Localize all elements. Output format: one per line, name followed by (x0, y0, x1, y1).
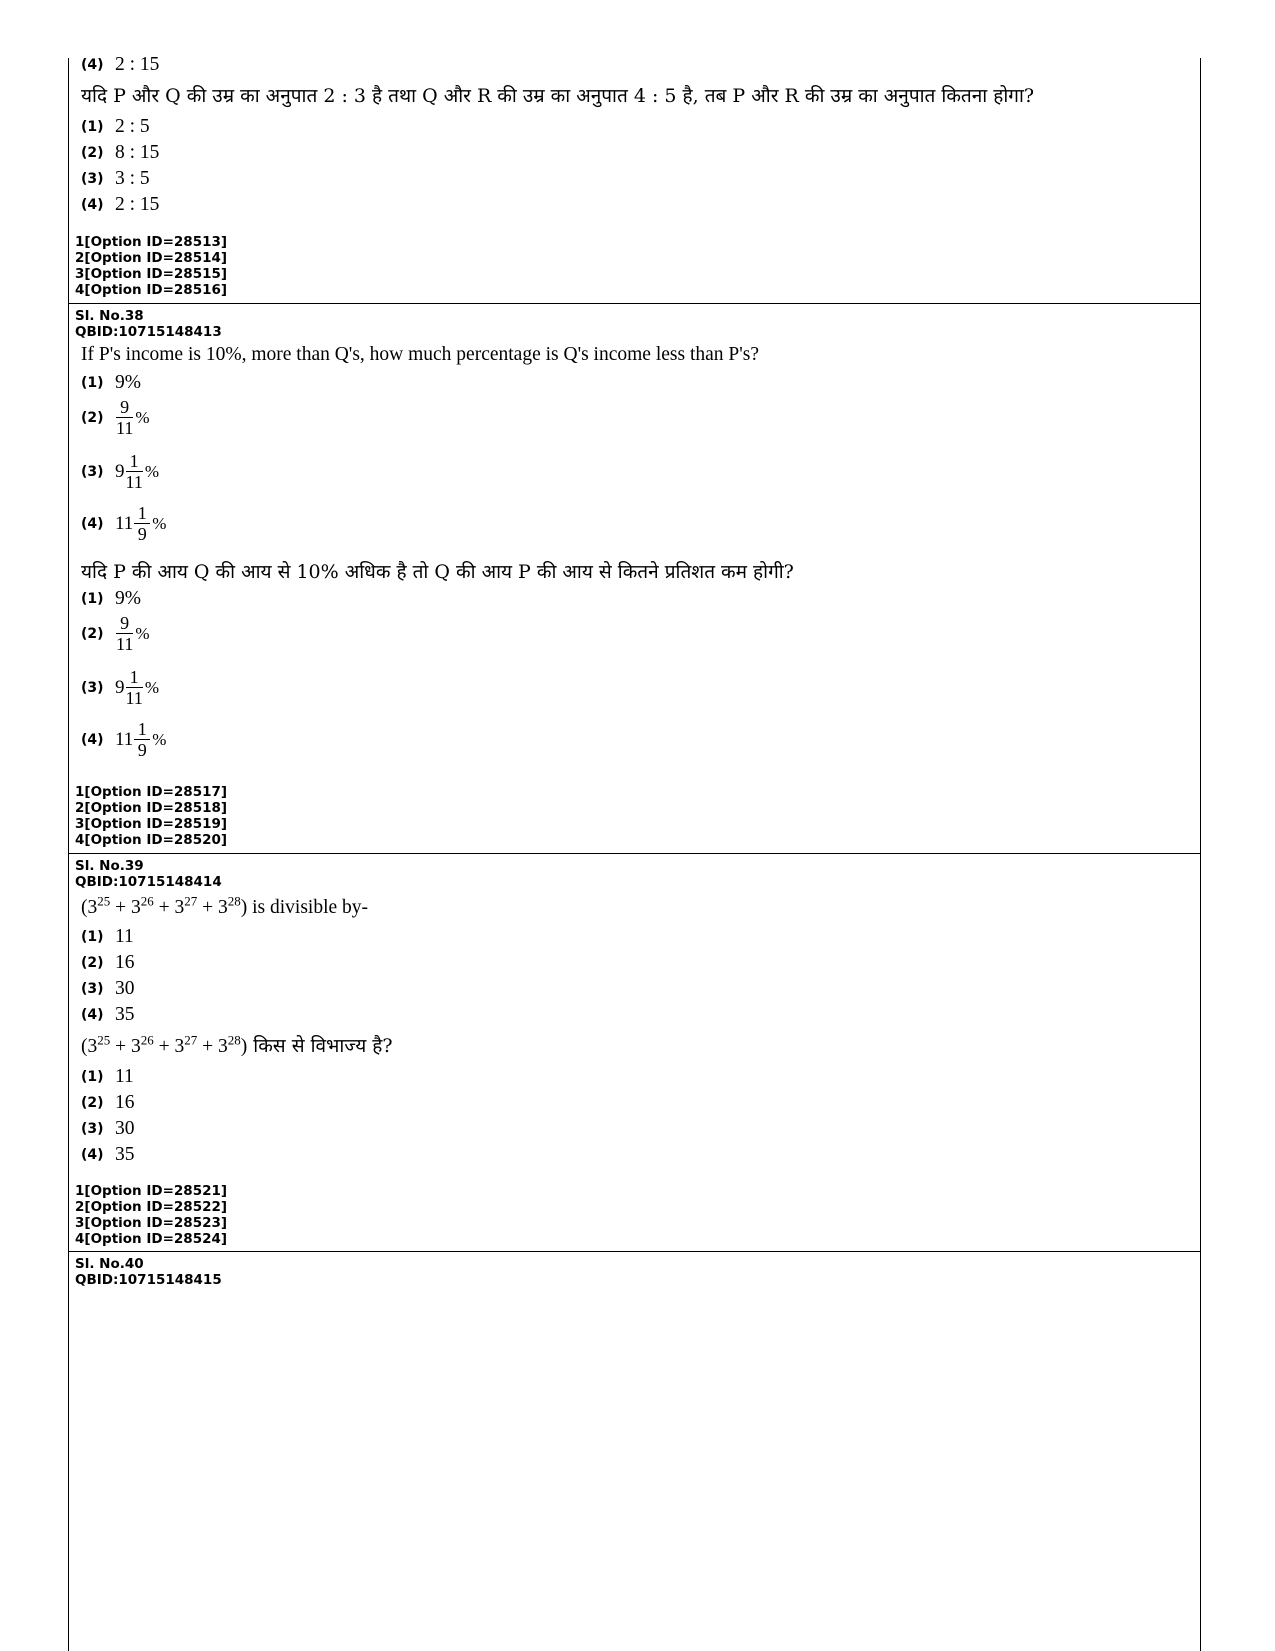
option-row (81, 142, 159, 164)
option-id: 1[Option ID=28521] (75, 1183, 228, 1199)
mixed-whole: 9 (115, 676, 125, 698)
fraction-numerator: 1 (129, 667, 139, 687)
option-id: 1[Option ID=28513] (75, 234, 228, 250)
option-value: 30 (115, 1118, 135, 1139)
question-text-hindi: यदि P की आय Q की आय से 10% अधिक है तो Q की आय P की आय से कितने प्रतिशत कम होगी? (81, 561, 794, 583)
option-value: 30 (115, 978, 135, 999)
option-value: 8 : 15 (115, 142, 160, 163)
fraction-denominator: 11 (116, 418, 134, 438)
option-number: (2) (81, 1095, 104, 1111)
question-suffix: किस से विभाज्य है? (253, 1035, 393, 1057)
option-id: 3[Option ID=28519] (75, 816, 228, 832)
serial-number: Sl. No.40 (75, 1256, 144, 1272)
qbid: QBID:10715148415 (75, 1272, 222, 1288)
expr-exponent: 25 (97, 893, 111, 909)
fraction-denominator: 11 (125, 688, 143, 708)
option-number: (3) (81, 679, 104, 696)
option-value: 16 (115, 952, 135, 973)
option-row (81, 1092, 135, 1114)
option-id: 2[Option ID=28518] (75, 800, 228, 816)
option-number: (3) (81, 1121, 104, 1137)
fraction-numerator: 1 (129, 451, 139, 471)
option-value: 2 : 15 (115, 54, 160, 75)
option-number: (2) (81, 625, 104, 642)
section-divider (69, 303, 1200, 304)
expr-base: 3 (87, 897, 98, 918)
section-divider (69, 1251, 1200, 1252)
option-number: (1) (81, 929, 104, 945)
option-number: (4) (81, 57, 104, 73)
fraction-numerator: 9 (120, 397, 130, 417)
option-id: 3[Option ID=28523] (75, 1215, 228, 1231)
fraction (116, 614, 133, 653)
option-value: 2 : 5 (115, 116, 150, 137)
option-number: (1) (81, 375, 104, 391)
expr-exponent: 26 (140, 893, 154, 909)
option-number: (4) (81, 731, 104, 748)
option-number: (4) (81, 197, 104, 213)
fraction (116, 398, 133, 437)
question-text-hindi: $(3^{25} + 3^{26} + 3^{27} + 3^{28})$ किस से विभाज्य है? (81, 1032, 393, 1057)
option-row (81, 116, 150, 138)
option-row (81, 952, 135, 974)
option-number: (4) (81, 1007, 104, 1023)
option-row (81, 588, 141, 610)
option-value: 11 (115, 1066, 134, 1087)
question-text-english: If P's income is 10%, more than Q's, how much percentage is Q's income less than P's? (81, 344, 760, 365)
option-value: 35 (115, 1004, 135, 1025)
mixed-whole: 11 (115, 728, 134, 750)
option-row (81, 1144, 135, 1166)
option-value: 9% (115, 372, 141, 393)
option-row (81, 54, 159, 76)
option-row (81, 720, 166, 759)
expr-base: 3 (218, 1036, 228, 1057)
option-id: 2[Option ID=28522] (75, 1199, 228, 1215)
expr-base: 3 (87, 1036, 98, 1057)
mixed-whole: 9 (115, 460, 125, 482)
option-row (81, 452, 159, 491)
option-number: (3) (81, 981, 104, 997)
option-id: 4[Option ID=28516] (75, 282, 228, 298)
option-value: 9% (115, 588, 141, 609)
option-value: 2 : 15 (115, 194, 160, 215)
option-number: (3) (81, 171, 104, 187)
option-id: 4[Option ID=28520] (75, 832, 228, 848)
fraction-numerator: 1 (137, 503, 147, 523)
mixed-number (115, 720, 151, 759)
expr-base: 3 (174, 1036, 185, 1057)
option-id: 2[Option ID=28514] (75, 250, 228, 266)
question-paper-page (68, 54, 1201, 1651)
option-row (81, 1004, 135, 1026)
expr-exponent: 26 (140, 1032, 154, 1048)
expr-exponent: 27 (184, 1032, 198, 1048)
fraction (134, 504, 150, 543)
expr-exponent: 28 (227, 1032, 241, 1048)
qbid: QBID:10715148413 (75, 324, 222, 340)
serial-number: Sl. No.38 (75, 308, 144, 324)
option-number: (1) (81, 119, 104, 135)
expr-base: 3 (131, 897, 141, 918)
option-value: 16 (115, 1092, 135, 1113)
option-value: 35 (115, 1144, 135, 1165)
expr-base: 3 (131, 1036, 141, 1057)
expr-base: 3 (174, 897, 185, 918)
percent-sign: % (144, 461, 160, 481)
option-row (81, 504, 166, 543)
fraction-denominator: 11 (125, 472, 143, 492)
option-row (81, 168, 150, 190)
qbid: QBID:10715148414 (75, 874, 222, 890)
fraction (126, 452, 143, 491)
fraction (134, 720, 150, 759)
expr-exponent: 28 (227, 893, 241, 909)
option-number: (1) (81, 591, 104, 607)
option-id: 1[Option ID=28517] (75, 784, 228, 800)
expr-exponent: 27 (184, 893, 198, 909)
option-number: (3) (81, 463, 104, 480)
percent-sign: % (152, 729, 167, 749)
fraction-numerator: 9 (120, 613, 130, 633)
question-text-hindi: यदि P और Q की उम्र का अनुपात 2 : 3 है तथा Q और R की उम्र का अनुपात 4 : 5 है, तब P और R की उम्र का अनुपात कितना होगा? (81, 85, 1035, 107)
option-id: 3[Option ID=28515] (75, 266, 228, 282)
option-row (81, 1118, 135, 1140)
expr-exponent: 25 (97, 1032, 111, 1048)
option-row (81, 194, 159, 216)
serial-number: Sl. No.39 (75, 858, 144, 874)
option-row (81, 978, 135, 1000)
question-suffix: is divisible by- (252, 897, 369, 918)
option-row (81, 398, 150, 437)
fraction-denominator: 9 (137, 740, 147, 760)
fraction-denominator: 9 (137, 524, 147, 544)
mixed-number (115, 668, 144, 707)
option-row (81, 926, 134, 948)
option-number: (2) (81, 409, 104, 426)
mixed-number (115, 452, 144, 491)
expr-base: 3 (218, 897, 228, 918)
option-number: (4) (81, 515, 104, 532)
option-number: (1) (81, 1069, 104, 1085)
percent-sign: % (135, 407, 150, 427)
percent-sign: % (152, 513, 167, 533)
percent-sign: % (144, 677, 160, 697)
option-number: (2) (81, 145, 104, 161)
option-row (81, 668, 159, 707)
fraction (126, 668, 143, 707)
option-row (81, 372, 141, 394)
option-row (81, 614, 150, 653)
option-value: 11 (115, 926, 134, 947)
percent-sign: % (135, 623, 150, 643)
option-row (81, 1066, 134, 1088)
fraction-denominator: 11 (116, 634, 134, 654)
option-number: (4) (81, 1147, 104, 1163)
mixed-number (115, 504, 151, 543)
option-number: (2) (81, 955, 104, 971)
fraction-numerator: 1 (137, 719, 147, 739)
option-id: 4[Option ID=28524] (75, 1231, 228, 1247)
option-value: 3 : 5 (115, 168, 150, 189)
section-divider (69, 853, 1200, 854)
mixed-whole: 11 (115, 512, 134, 534)
question-text-english: $(3^{25} + 3^{26} + 3^{27} + 3^{28})$ is divisible by- (81, 893, 369, 918)
